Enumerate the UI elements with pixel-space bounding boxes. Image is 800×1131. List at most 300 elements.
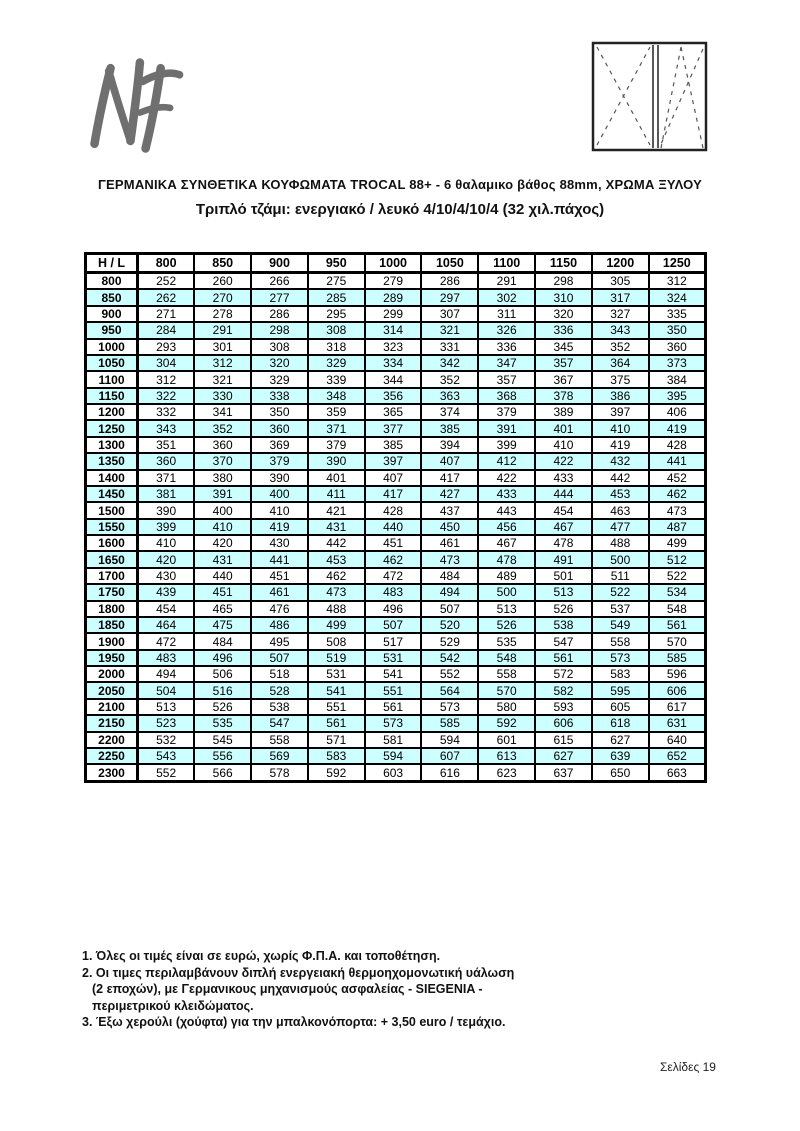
price-cell: 452 bbox=[649, 470, 706, 486]
price-cell: 561 bbox=[649, 617, 706, 633]
column-header: 900 bbox=[251, 254, 308, 273]
price-cell: 463 bbox=[592, 502, 649, 518]
price-cell: 336 bbox=[535, 322, 592, 338]
row-header: 1850 bbox=[86, 617, 138, 633]
price-cell: 360 bbox=[649, 339, 706, 355]
price-cell: 293 bbox=[138, 339, 195, 355]
row-header: 950 bbox=[86, 322, 138, 338]
price-cell: 652 bbox=[649, 748, 706, 764]
price-cell: 305 bbox=[592, 273, 649, 290]
price-cell: 496 bbox=[194, 650, 251, 666]
table-row bbox=[86, 764, 706, 781]
row-header: 2000 bbox=[86, 666, 138, 682]
table-row bbox=[86, 486, 706, 502]
row-header: 1600 bbox=[86, 535, 138, 551]
price-cell: 454 bbox=[138, 601, 195, 617]
price-cell: 318 bbox=[308, 339, 365, 355]
window-diagram-icon bbox=[591, 40, 709, 153]
table-row bbox=[86, 732, 706, 748]
price-cell: 548 bbox=[649, 601, 706, 617]
price-cell: 592 bbox=[308, 764, 365, 781]
price-cell: 379 bbox=[478, 404, 535, 420]
table-row bbox=[86, 535, 706, 551]
note-line: (2 εποχών), με Γερμανικους μηχανισμούς ασφαλείας - SIEGENIA - bbox=[92, 982, 483, 996]
price-cell: 496 bbox=[365, 601, 422, 617]
price-cell: 262 bbox=[138, 289, 195, 305]
price-cell: 631 bbox=[649, 715, 706, 731]
page-title: ΓΕΡΜΑΝΙΚΑ ΣΥΝΘΕΤΙΚΑ ΚΟΥΦΩΜΑΤΑ TROCAL 88+ - 6 θαλαμικο βάθος 88mm, ΧΡΩΜΑ ΞΥΛΟΥ bbox=[98, 177, 702, 192]
page-subtitle: Τριπλό τζάμι: ενεργιακό / λευκό 4/10/4/10/4 (32 χιλ.πάχος) bbox=[195, 201, 605, 218]
row-header: 900 bbox=[86, 306, 138, 322]
price-cell: 368 bbox=[478, 388, 535, 404]
price-cell: 347 bbox=[478, 355, 535, 371]
price-cell: 357 bbox=[478, 371, 535, 387]
row-header: 1050 bbox=[86, 355, 138, 371]
price-cell: 573 bbox=[592, 650, 649, 666]
price-cell: 266 bbox=[251, 273, 308, 290]
price-cell: 477 bbox=[592, 519, 649, 535]
price-cell: 537 bbox=[592, 601, 649, 617]
price-cell: 406 bbox=[649, 404, 706, 420]
price-cell: 585 bbox=[649, 650, 706, 666]
price-cell: 519 bbox=[308, 650, 365, 666]
price-cell: 348 bbox=[308, 388, 365, 404]
price-cell: 390 bbox=[308, 453, 365, 469]
table-row bbox=[86, 682, 706, 698]
price-cell: 360 bbox=[194, 437, 251, 453]
price-cell: 494 bbox=[421, 584, 478, 600]
price-cell: 360 bbox=[251, 420, 308, 436]
row-header: 1550 bbox=[86, 519, 138, 535]
price-cell: 529 bbox=[421, 633, 478, 649]
price-cell: 322 bbox=[138, 388, 195, 404]
price-cell: 650 bbox=[592, 764, 649, 781]
price-cell: 302 bbox=[478, 289, 535, 305]
price-cell: 399 bbox=[138, 519, 195, 535]
price-cell: 395 bbox=[649, 388, 706, 404]
note-line: 3. Έξω χερούλι (χούφτα) για την μπαλκονόπορτα: + 3,50 euro / τεμάχιο. bbox=[82, 1015, 506, 1029]
price-cell: 623 bbox=[478, 764, 535, 781]
price-cell: 517 bbox=[365, 633, 422, 649]
table-row bbox=[86, 666, 706, 682]
price-cell: 461 bbox=[251, 584, 308, 600]
column-header: 1100 bbox=[478, 254, 535, 273]
price-cell: 583 bbox=[308, 748, 365, 764]
price-cell: 516 bbox=[194, 682, 251, 698]
price-cell: 472 bbox=[365, 568, 422, 584]
price-cell: 569 bbox=[251, 748, 308, 764]
price-cell: 298 bbox=[535, 273, 592, 290]
row-header: 1250 bbox=[86, 420, 138, 436]
row-header: 850 bbox=[86, 289, 138, 305]
price-cell: 594 bbox=[421, 732, 478, 748]
price-cell: 367 bbox=[535, 371, 592, 387]
table-row bbox=[86, 306, 706, 322]
price-cell: 462 bbox=[365, 551, 422, 567]
price-cell: 401 bbox=[308, 470, 365, 486]
price-cell: 467 bbox=[478, 535, 535, 551]
row-header: 1500 bbox=[86, 502, 138, 518]
price-cell: 275 bbox=[308, 273, 365, 290]
row-header: 1300 bbox=[86, 437, 138, 453]
price-cell: 617 bbox=[649, 699, 706, 715]
price-cell: 356 bbox=[365, 388, 422, 404]
row-header: 2100 bbox=[86, 699, 138, 715]
note-line: 1. Όλες οι τιμές είναι σε ευρώ, χωρίς Φ.Π.Α. και τοποθέτηση. bbox=[82, 949, 441, 963]
price-cell: 378 bbox=[535, 388, 592, 404]
table-row bbox=[86, 322, 706, 338]
price-cell: 391 bbox=[478, 420, 535, 436]
price-cell: 427 bbox=[421, 486, 478, 502]
note-line: περιμετρικού κλειδώματος. bbox=[92, 998, 254, 1013]
price-cell: 391 bbox=[194, 486, 251, 502]
price-cell: 603 bbox=[365, 764, 422, 781]
price-cell: 419 bbox=[251, 519, 308, 535]
price-cell: 489 bbox=[478, 568, 535, 584]
price-cell: 526 bbox=[478, 617, 535, 633]
note-line: 2. Οι τιμες περιλαμβάνουν διπλή ενεργειακή θερμοηχομονωτική υάλωση bbox=[82, 965, 515, 980]
price-cell: 488 bbox=[592, 535, 649, 551]
price-cell: 379 bbox=[251, 453, 308, 469]
price-cell: 343 bbox=[592, 322, 649, 338]
price-cell: 422 bbox=[535, 453, 592, 469]
price-cell: 513 bbox=[138, 699, 195, 715]
price-cell: 596 bbox=[649, 666, 706, 682]
price-cell: 531 bbox=[365, 650, 422, 666]
price-cell: 320 bbox=[251, 355, 308, 371]
table-row bbox=[86, 453, 706, 469]
price-cell: 351 bbox=[138, 437, 195, 453]
price-cell: 558 bbox=[592, 633, 649, 649]
price-cell: 535 bbox=[478, 633, 535, 649]
price-cell: 487 bbox=[649, 519, 706, 535]
price-cell: 321 bbox=[421, 322, 478, 338]
price-cell: 352 bbox=[421, 371, 478, 387]
price-cell: 542 bbox=[421, 650, 478, 666]
price-cell: 561 bbox=[365, 699, 422, 715]
price-cell: 507 bbox=[251, 650, 308, 666]
price-cell: 410 bbox=[138, 535, 195, 551]
price-cell: 360 bbox=[138, 453, 195, 469]
price-cell: 390 bbox=[251, 470, 308, 486]
price-cell: 606 bbox=[649, 682, 706, 698]
price-cell: 495 bbox=[251, 633, 308, 649]
price-cell: 304 bbox=[138, 355, 195, 371]
price-cell: 606 bbox=[535, 715, 592, 731]
price-cell: 286 bbox=[421, 273, 478, 290]
price-cell: 552 bbox=[421, 666, 478, 682]
price-cell: 400 bbox=[251, 486, 308, 502]
price-cell: 295 bbox=[308, 306, 365, 322]
price-cell: 561 bbox=[535, 650, 592, 666]
price-cell: 407 bbox=[365, 470, 422, 486]
row-header: 1450 bbox=[86, 486, 138, 502]
price-cell: 558 bbox=[251, 732, 308, 748]
price-cell: 472 bbox=[138, 633, 195, 649]
price-cell: 593 bbox=[535, 699, 592, 715]
price-cell: 454 bbox=[535, 502, 592, 518]
price-cell: 370 bbox=[194, 453, 251, 469]
price-cell: 323 bbox=[365, 339, 422, 355]
column-header: 1250 bbox=[649, 254, 706, 273]
price-cell: 549 bbox=[592, 617, 649, 633]
price-cell: 419 bbox=[592, 437, 649, 453]
price-cell: 640 bbox=[649, 732, 706, 748]
table-row bbox=[86, 388, 706, 404]
price-cell: 541 bbox=[308, 682, 365, 698]
row-header: 1100 bbox=[86, 371, 138, 387]
table-row bbox=[86, 617, 706, 633]
price-cell: 573 bbox=[421, 699, 478, 715]
row-header: 1150 bbox=[86, 388, 138, 404]
price-cell: 431 bbox=[194, 551, 251, 567]
price-cell: 342 bbox=[421, 355, 478, 371]
price-cell: 453 bbox=[592, 486, 649, 502]
price-cell: 327 bbox=[592, 306, 649, 322]
price-cell: 364 bbox=[592, 355, 649, 371]
price-cell: 399 bbox=[478, 437, 535, 453]
price-cell: 331 bbox=[421, 339, 478, 355]
price-cell: 585 bbox=[421, 715, 478, 731]
nf-logo bbox=[86, 58, 190, 154]
price-cell: 352 bbox=[194, 420, 251, 436]
column-header: 850 bbox=[194, 254, 251, 273]
price-cell: 326 bbox=[478, 322, 535, 338]
price-cell: 453 bbox=[308, 551, 365, 567]
price-cell: 483 bbox=[138, 650, 195, 666]
price-cell: 419 bbox=[649, 420, 706, 436]
price-cell: 637 bbox=[535, 764, 592, 781]
price-cell: 594 bbox=[365, 748, 422, 764]
price-cell: 314 bbox=[365, 322, 422, 338]
price-cell: 312 bbox=[138, 371, 195, 387]
table-row bbox=[86, 584, 706, 600]
price-cell: 430 bbox=[251, 535, 308, 551]
price-cell: 538 bbox=[535, 617, 592, 633]
row-header: 2300 bbox=[86, 764, 138, 781]
price-cell: 339 bbox=[308, 371, 365, 387]
row-header: 1750 bbox=[86, 584, 138, 600]
price-cell: 523 bbox=[138, 715, 195, 731]
price-cell: 381 bbox=[138, 486, 195, 502]
price-cell: 473 bbox=[649, 502, 706, 518]
price-cell: 277 bbox=[251, 289, 308, 305]
price-cell: 548 bbox=[478, 650, 535, 666]
price-cell: 270 bbox=[194, 289, 251, 305]
price-cell: 456 bbox=[478, 519, 535, 535]
column-header: 1000 bbox=[365, 254, 422, 273]
price-cell: 428 bbox=[649, 437, 706, 453]
table-row bbox=[86, 715, 706, 731]
price-cell: 551 bbox=[308, 699, 365, 715]
table-row bbox=[86, 650, 706, 666]
price-cell: 520 bbox=[421, 617, 478, 633]
row-header: 1950 bbox=[86, 650, 138, 666]
price-cell: 377 bbox=[365, 420, 422, 436]
price-cell: 384 bbox=[649, 371, 706, 387]
price-cell: 580 bbox=[478, 699, 535, 715]
price-cell: 308 bbox=[308, 322, 365, 338]
price-cell: 439 bbox=[138, 584, 195, 600]
price-cell: 260 bbox=[194, 273, 251, 290]
price-cell: 545 bbox=[194, 732, 251, 748]
table-row bbox=[86, 568, 706, 584]
price-cell: 618 bbox=[592, 715, 649, 731]
table-row bbox=[86, 273, 706, 290]
price-cell: 473 bbox=[421, 551, 478, 567]
price-cell: 582 bbox=[535, 682, 592, 698]
row-header: 2200 bbox=[86, 732, 138, 748]
price-cell: 507 bbox=[365, 617, 422, 633]
price-cell: 441 bbox=[649, 453, 706, 469]
price-cell: 526 bbox=[535, 601, 592, 617]
price-cell: 324 bbox=[649, 289, 706, 305]
column-header: 950 bbox=[308, 254, 365, 273]
table-row bbox=[86, 404, 706, 420]
price-cell: 570 bbox=[649, 633, 706, 649]
price-cell: 581 bbox=[365, 732, 422, 748]
price-cell: 400 bbox=[194, 502, 251, 518]
price-cell: 420 bbox=[194, 535, 251, 551]
price-cell: 531 bbox=[308, 666, 365, 682]
price-cell: 541 bbox=[365, 666, 422, 682]
price-cell: 464 bbox=[138, 617, 195, 633]
price-cell: 499 bbox=[649, 535, 706, 551]
price-cell: 431 bbox=[308, 519, 365, 535]
price-cell: 607 bbox=[421, 748, 478, 764]
price-cell: 286 bbox=[251, 306, 308, 322]
price-cell: 561 bbox=[308, 715, 365, 731]
price-cell: 279 bbox=[365, 273, 422, 290]
price-cell: 543 bbox=[138, 748, 195, 764]
price-cell: 512 bbox=[649, 551, 706, 567]
price-cell: 551 bbox=[365, 682, 422, 698]
price-cell: 397 bbox=[592, 404, 649, 420]
price-cell: 483 bbox=[365, 584, 422, 600]
price-cell: 317 bbox=[592, 289, 649, 305]
price-cell: 420 bbox=[138, 551, 195, 567]
price-cell: 389 bbox=[535, 404, 592, 420]
price-cell: 507 bbox=[421, 601, 478, 617]
price-cell: 321 bbox=[194, 371, 251, 387]
price-cell: 484 bbox=[194, 633, 251, 649]
price-cell: 359 bbox=[308, 404, 365, 420]
price-cell: 407 bbox=[421, 453, 478, 469]
price-cell: 513 bbox=[535, 584, 592, 600]
price-cell: 573 bbox=[365, 715, 422, 731]
price-cell: 394 bbox=[421, 437, 478, 453]
table-row bbox=[86, 289, 706, 305]
price-cell: 334 bbox=[365, 355, 422, 371]
price-cell: 556 bbox=[194, 748, 251, 764]
price-cell: 401 bbox=[535, 420, 592, 436]
price-cell: 564 bbox=[421, 682, 478, 698]
price-cell: 385 bbox=[421, 420, 478, 436]
table-row bbox=[86, 339, 706, 355]
price-cell: 499 bbox=[308, 617, 365, 633]
price-cell: 462 bbox=[649, 486, 706, 502]
table-row bbox=[86, 437, 706, 453]
price-cell: 547 bbox=[535, 633, 592, 649]
notes-list bbox=[82, 948, 642, 1031]
price-cell: 486 bbox=[251, 617, 308, 633]
price-cell: 299 bbox=[365, 306, 422, 322]
price-cell: 417 bbox=[365, 486, 422, 502]
price-cell: 627 bbox=[535, 748, 592, 764]
price-cell: 311 bbox=[478, 306, 535, 322]
price-cell: 422 bbox=[478, 470, 535, 486]
price-cell: 616 bbox=[421, 764, 478, 781]
price-cell: 615 bbox=[535, 732, 592, 748]
row-header: 1400 bbox=[86, 470, 138, 486]
price-cell: 433 bbox=[478, 486, 535, 502]
price-cell: 308 bbox=[251, 339, 308, 355]
price-cell: 627 bbox=[592, 732, 649, 748]
row-header: 1350 bbox=[86, 453, 138, 469]
price-cell: 484 bbox=[421, 568, 478, 584]
row-header: 800 bbox=[86, 273, 138, 290]
price-cell: 310 bbox=[535, 289, 592, 305]
price-cell: 461 bbox=[421, 535, 478, 551]
price-cell: 494 bbox=[138, 666, 195, 682]
price-cell: 442 bbox=[308, 535, 365, 551]
price-cell: 410 bbox=[535, 437, 592, 453]
row-header: 1800 bbox=[86, 601, 138, 617]
table-row bbox=[86, 699, 706, 715]
price-cell: 513 bbox=[478, 601, 535, 617]
price-cell: 465 bbox=[194, 601, 251, 617]
price-cell: 312 bbox=[649, 273, 706, 290]
price-cell: 412 bbox=[478, 453, 535, 469]
price-cell: 583 bbox=[592, 666, 649, 682]
price-cell: 371 bbox=[308, 420, 365, 436]
price-cell: 289 bbox=[365, 289, 422, 305]
price-cell: 363 bbox=[421, 388, 478, 404]
row-header: 1200 bbox=[86, 404, 138, 420]
price-cell: 307 bbox=[421, 306, 478, 322]
price-cell: 375 bbox=[592, 371, 649, 387]
price-cell: 284 bbox=[138, 322, 195, 338]
price-cell: 475 bbox=[194, 617, 251, 633]
price-cell: 558 bbox=[478, 666, 535, 682]
price-cell: 613 bbox=[478, 748, 535, 764]
price-cell: 271 bbox=[138, 306, 195, 322]
price-cell: 410 bbox=[592, 420, 649, 436]
table-body bbox=[86, 273, 706, 782]
price-cell: 428 bbox=[365, 502, 422, 518]
price-cell: 329 bbox=[251, 371, 308, 387]
price-cell: 506 bbox=[194, 666, 251, 682]
price-cell: 566 bbox=[194, 764, 251, 781]
table-row bbox=[86, 371, 706, 387]
price-cell: 595 bbox=[592, 682, 649, 698]
table-row bbox=[86, 601, 706, 617]
price-cell: 301 bbox=[194, 339, 251, 355]
price-cell: 410 bbox=[251, 502, 308, 518]
price-cell: 350 bbox=[251, 404, 308, 420]
row-header: 2150 bbox=[86, 715, 138, 731]
price-cell: 345 bbox=[535, 339, 592, 355]
price-cell: 639 bbox=[592, 748, 649, 764]
price-cell: 491 bbox=[535, 551, 592, 567]
column-header: 1150 bbox=[535, 254, 592, 273]
price-cell: 440 bbox=[194, 568, 251, 584]
price-cell: 369 bbox=[251, 437, 308, 453]
price-cell: 385 bbox=[365, 437, 422, 453]
table-header-row bbox=[86, 254, 706, 273]
price-cell: 336 bbox=[478, 339, 535, 355]
price-cell: 390 bbox=[138, 502, 195, 518]
